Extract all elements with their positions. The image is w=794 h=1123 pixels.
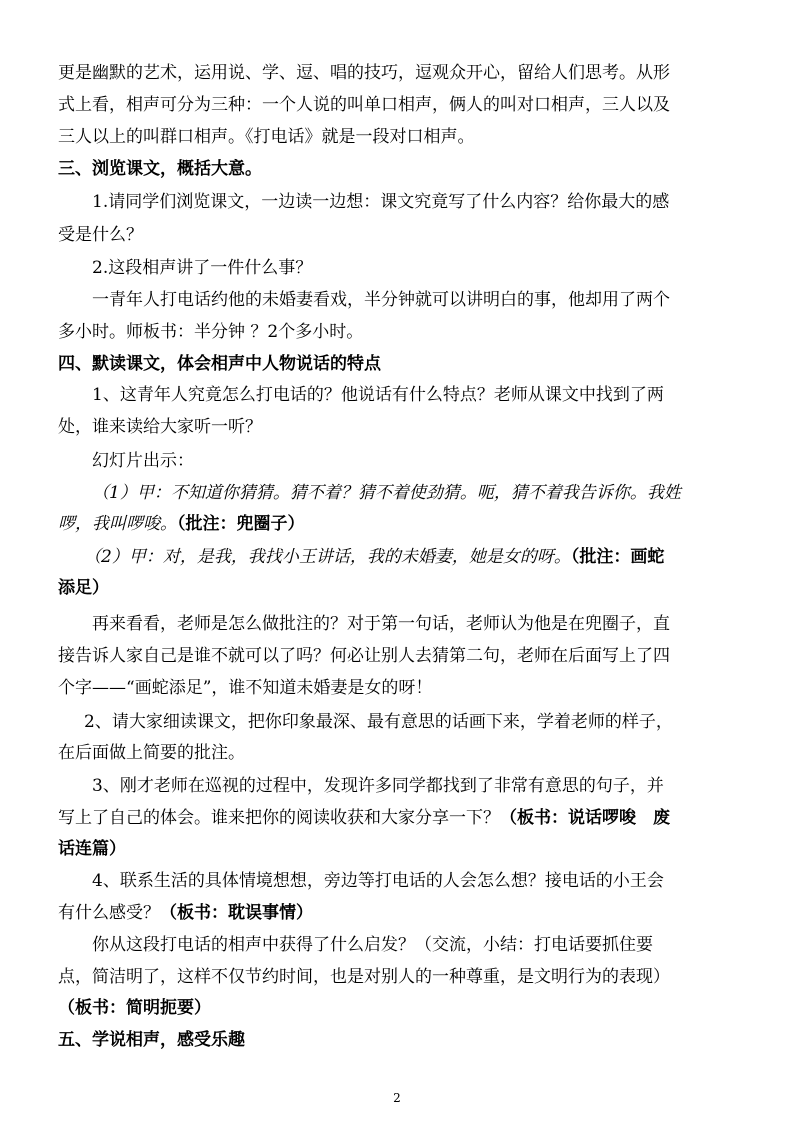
text-line: 2.这段相声讲了一件什么事？ — [92, 258, 313, 278]
text-line: 4、联系生活的具体情境想想，旁边等打电话的人会怎么想？接电话的小王会 — [92, 871, 664, 891]
text-line: 2、请大家细读课文，把你印象最深、最有意思的话画下来，学着老师的样子， — [84, 712, 673, 732]
text-line: 1.请同学们浏览课文，一边读一边想：课文究竟写了什么内容？给你最大的感 — [92, 192, 670, 212]
quote-line: （1）甲：不知道你猜猜。猜不着？猜不着使劲猜。呃，猜不着我告诉你。我姓 — [92, 483, 681, 503]
quote-text: 啰，我叫啰唆。 — [58, 514, 177, 534]
text-line: 式上看，相声可分为三种：一个人说的叫单口相声，俩人的叫对口相声，三人以及 — [58, 95, 670, 115]
section-heading-3: 三、浏览课文，概括大意。 — [58, 159, 262, 179]
text-line: 你从这段打电话的相声中获得了什么启发？（交流，小结：打电话要抓住要 — [92, 935, 653, 955]
text-span: 写上了自己的体会。谁来把你的阅读收获和大家分享一下？ — [58, 808, 500, 828]
section-heading-5: 五、学说相声，感受乐趣 — [58, 1030, 245, 1050]
annotation-text: （批注：画蛇 — [570, 547, 665, 567]
text-line — [58, 803, 670, 833]
quote-line — [84, 542, 664, 572]
text-line: 处，谁来读给大家听一听？ — [58, 417, 262, 437]
board-note: 话连篇） — [58, 839, 126, 859]
text-span: 有什么感受？ — [58, 903, 160, 923]
text-line: 更是幽默的艺术，运用说、学、逗、唱的技巧，逗观众开心，留给人们思考。从形 — [58, 63, 670, 83]
text-line: 再来看看，老师是怎么做批注的？对于第一句话，老师认为他是在兜圈子，直 — [92, 614, 670, 634]
text-line: 个字——“画蛇添足”，谁不知道未婚妻是女的呀！ — [58, 678, 433, 698]
text-line: 接告诉人家自己是谁不就可以了吗？何必让别人去猜第二句，老师在后面写上了四 — [58, 646, 670, 666]
text-line: 在后面做上简要的批注。 — [58, 743, 245, 763]
text-line: 点，简洁明了，这样不仅节约时间，也是对别人的一种尊重，是文明行为的表现） — [58, 967, 670, 987]
text-line: 1、这青年人究竟怎么打电话的？他说话有什么特点？老师从课文中找到了两 — [92, 385, 664, 405]
text-line: 3、刚才老师在巡视的过程中，发现许多同学都找到了非常有意思的句子，并 — [92, 776, 664, 796]
quote-line — [58, 509, 305, 539]
section-heading-4: 四、默读课文，体会相声中人物说话的特点 — [58, 354, 381, 374]
board-note: （板书：说话啰唆 废 — [500, 808, 670, 828]
page-number: 2 — [393, 1091, 401, 1105]
text-line: 幻灯片出示： — [92, 451, 194, 471]
text-line: 一青年人打电话约他的未婚妻看戏，半分钟就可以讲明白的事，他却用了两个 — [92, 290, 670, 310]
board-note: （板书：耽误事情） — [160, 903, 313, 923]
text-line: 三人以上的叫群口相声。《打电话》就是一段对口相声。 — [58, 127, 475, 147]
board-note: （板书：简明扼要） — [58, 998, 211, 1018]
quote-text: （2）甲：对，是我，我找小王讲话，我的未婚妻，她是女的呀。 — [84, 547, 571, 567]
annotation-text: 添足） — [58, 578, 109, 598]
text-line: 多小时。师板书：半分钟 ？2个多小时。 — [58, 322, 364, 342]
annotation-text: （批注：兜圈子） — [177, 514, 305, 534]
text-line — [58, 898, 313, 928]
text-line: 受是什么？ — [58, 225, 143, 245]
